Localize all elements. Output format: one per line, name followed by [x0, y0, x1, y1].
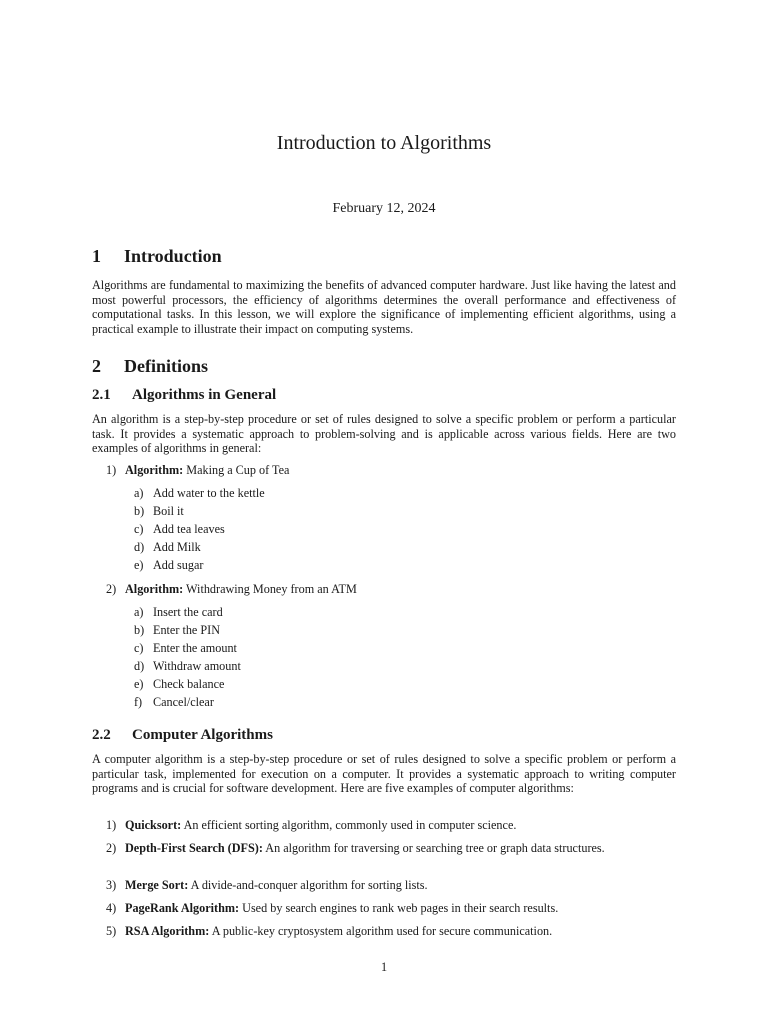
sub-list-item	[134, 695, 214, 710]
sub-list-item-text: Boil it	[153, 504, 184, 518]
list-item-label: 1)	[106, 463, 117, 477]
algorithms-in-general-paragraph: An algorithm is a step-by-step procedure or set of rules designed to solve a specific problem or perform a particular task. It provides a systematic approach to problem-solving and is applicable across various fields. Here are two examples of algorithms in general:	[92, 412, 676, 456]
list-item	[106, 878, 676, 893]
sub-list-item-text: Add Milk	[153, 540, 201, 554]
sub-list-item	[134, 504, 184, 519]
subsection-heading-computer-algorithms	[92, 727, 273, 744]
sub-list-item	[134, 558, 203, 573]
list-item	[106, 582, 357, 597]
sub-list-item-text: Add water to the kettle	[153, 486, 265, 500]
list-item-text: A divide-and-conquer algorithm for sorting lists.	[190, 878, 428, 892]
subsection-heading-algorithms-in-general	[92, 387, 276, 404]
list-item-text: A public-key cryptosystem algorithm used for secure communication.	[211, 924, 553, 938]
sub-list-item	[134, 605, 223, 620]
list-item-label: 2)	[106, 841, 117, 855]
sub-list-item-text: Add tea leaves	[153, 522, 225, 536]
list-item	[106, 841, 676, 856]
list-item-term: Depth-First Search (DFS):	[125, 841, 263, 855]
sub-list-item-text: Cancel/clear	[153, 695, 214, 709]
section-number: 2	[92, 356, 101, 376]
list-item-label: 3)	[106, 878, 117, 892]
sub-list-item-text: Insert the card	[153, 605, 223, 619]
list-item-term: Merge Sort:	[125, 878, 189, 892]
introduction-paragraph: Algorithms are fundamental to maximizing the benefits of advanced computer hardware. Just like having the latest and most powerful processors, the efficiency of algorithms determines the overall performance and effectiveness of computational tasks. In this lesson, we will explore the significance of implementing efficient algorithms, using a practical example to illustrate their impact on computing systems.	[92, 278, 676, 336]
sub-list-item	[134, 486, 265, 501]
list-item	[106, 924, 676, 939]
list-item-text: An algorithm for traversing or searching tree or graph data structures.	[265, 841, 605, 855]
section-number: 1	[92, 246, 101, 266]
page-number: 1	[380, 960, 388, 974]
list-item	[106, 818, 676, 833]
sub-list-item-label: a)	[134, 486, 144, 500]
list-item-term: PageRank Algorithm:	[125, 901, 240, 915]
section-title: Introduction	[124, 246, 222, 266]
document-date: February 12, 2024	[332, 201, 436, 216]
sub-list-item	[134, 641, 237, 656]
list-item-term: Quicksort:	[125, 818, 182, 832]
list-item-text: An efficient sorting algorithm, commonly used in computer science.	[183, 818, 517, 832]
list-item-term: RSA Algorithm:	[125, 924, 210, 938]
computer-algorithms-paragraph: A computer algorithm is a step-by-step procedure or set of rules designed to solve a specific problem or perform a particular task, implemented for execution on a computer. It provides a systematic approach to writing computer programs and is crucial for software development. Here are five examples of computer algorithms:	[92, 752, 676, 796]
sub-list-item	[134, 540, 201, 555]
list-item-label: 4)	[106, 901, 117, 915]
sub-list-item-label: b)	[134, 504, 145, 518]
section-title: Definitions	[124, 356, 209, 376]
section-heading-introduction	[92, 246, 222, 267]
sub-list-item-text: Withdraw amount	[153, 659, 241, 673]
subsection-title: Algorithms in General	[132, 387, 277, 403]
section-heading-definitions	[92, 356, 208, 377]
subsection-number: 2.1	[92, 387, 111, 403]
sub-list-item	[134, 623, 220, 638]
sub-list-item-label: e)	[134, 558, 144, 572]
list-item-text: Used by search engines to rank web pages in their search results.	[242, 901, 559, 915]
sub-list-item	[134, 659, 241, 674]
sub-list-item-label: d)	[134, 659, 145, 673]
sub-list-item-text: Add sugar	[153, 558, 204, 572]
list-item	[106, 901, 676, 916]
sub-list-item-label: b)	[134, 623, 145, 637]
list-item-label: 5)	[106, 924, 117, 938]
list-item-text: Making a Cup of Tea	[186, 463, 290, 477]
list-item-term: Algorithm:	[125, 463, 184, 477]
sub-list-item-text: Enter the PIN	[153, 623, 221, 637]
list-item-label: 2)	[106, 582, 117, 596]
subsection-number: 2.2	[92, 727, 111, 743]
sub-list-item-label: e)	[134, 677, 144, 691]
subsection-title: Computer Algorithms	[132, 727, 273, 743]
sub-list-item-text: Enter the amount	[153, 641, 237, 655]
sub-list-item-text: Check balance	[153, 677, 225, 691]
sub-list-item-label: c)	[134, 522, 144, 536]
sub-list-item-label: a)	[134, 605, 144, 619]
sub-list-item-label: d)	[134, 540, 145, 554]
sub-list-item	[134, 677, 224, 692]
document-title: Introduction to Algorithms	[276, 132, 492, 154]
list-item-label: 1)	[106, 818, 117, 832]
sub-list-item-label: f)	[134, 695, 143, 709]
list-item-text: Withdrawing Money from an ATM	[186, 582, 357, 596]
sub-list-item-label: c)	[134, 641, 144, 655]
list-item-term: Algorithm:	[125, 582, 184, 596]
list-item	[106, 463, 289, 478]
sub-list-item	[134, 522, 225, 537]
